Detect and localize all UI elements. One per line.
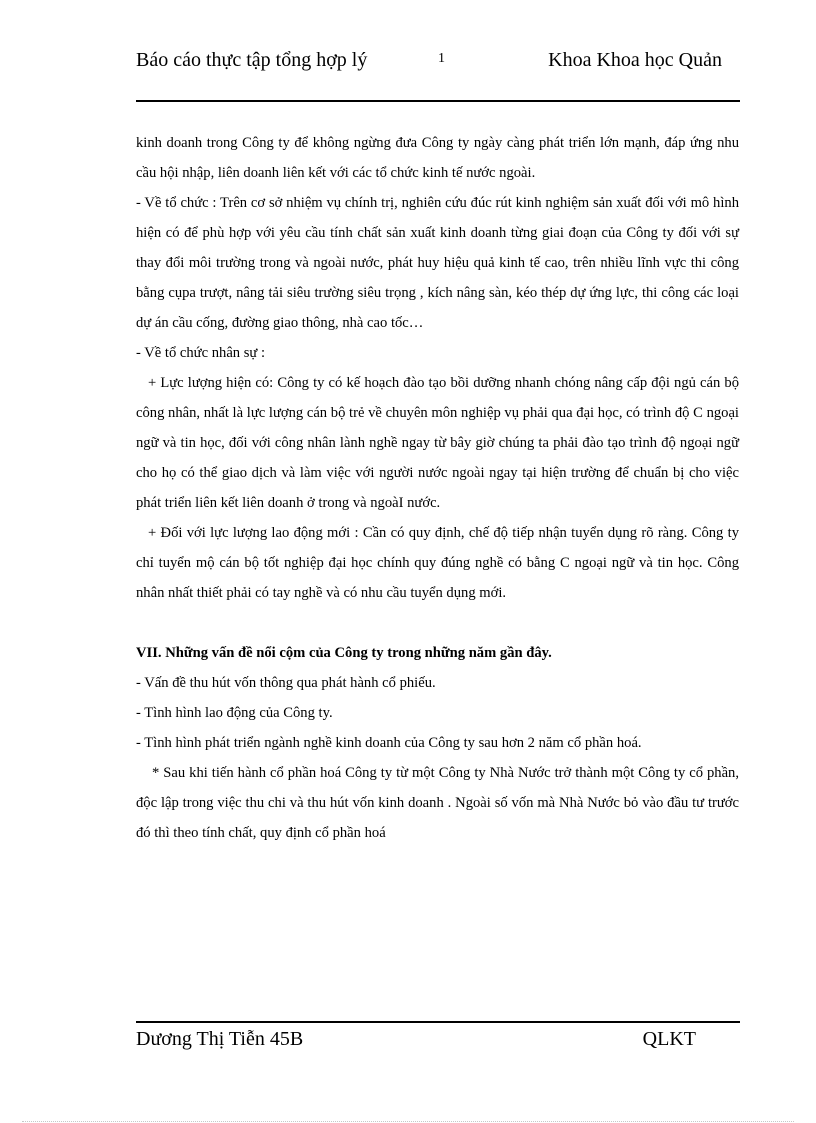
page-boundary-divider (22, 1121, 794, 1122)
header-faculty-name: Khoa Khoa học Quản (548, 49, 722, 71)
body-text (136, 128, 739, 848)
paragraph-organization: - Về tổ chức : Trên cơ sở nhiệm vụ chính trị, nghiên cứu đúc rút kinh nghiệm sản xuất đối với mô hình hiện có để phù hợp với yêu cầu tính chất sản xuất kinh doanh từng giai đoạn của Công ty đối với sự thay đổi môi trường trong và ngoài nước, phát huy hiệu quả kinh tế cao, trên nhiều lĩnh vực thi công bằng cụpa trượt, nâng tải siêu trường siêu trọng , kích nâng sàn, kéo thép dự ứng lực, thi công các loại dự án cầu cống, đường giao thông, nhà cao tốc… (136, 195, 739, 331)
section-heading-vii: VII. Những vấn đề nổi cộm của Công ty trong những năm gần đây. (136, 645, 552, 661)
page-footer (136, 1021, 740, 1083)
page-header (136, 48, 740, 102)
list-item-labor: - Tình hình lao động của Công ty. (136, 705, 333, 721)
paragraph-equitization: * Sau khi tiến hành cổ phần hoá Công ty từ một Công ty Nhà Nước trở thành một Công ty cổ phần, độc lập trong việc thu chi và thu hút vốn kinh doanh . Ngoài số vốn mà Nhà Nước bỏ vào đầu tư trước đó thì theo tính chất, quy định cổ phần hoá (136, 765, 739, 841)
paragraph-current-workforce: + Lực lượng hiện có: Công ty có kế hoạch đào tạo bồi dưỡng nhanh chóng nâng cấp đội ngủ cán bộ công nhân, nhất là lực lượng cán bộ trẻ về chuyên môn nghiệp vụ phải qua đại học, có trình độ C ngoại ngữ và tin học, đối với công nhân lành nghề ngay từ bây giờ chúng ta phải đào tạo trình độ ngoại ngữ cho họ có thể giao dịch và làm việc với người nước ngoài ngay tại hiện trường để chuẩn bị cho việc phát triển liên kết liên doanh ở trong và ngoàI nước. (136, 375, 739, 511)
paragraph-new-workforce: + Đối với lực lượng lao động mới : Cần có quy định, chế độ tiếp nhận tuyển dụng rõ ràng. Công ty chỉ tuyển mộ cán bộ tốt nghiệp đại học chính quy đúng nghề có bằng C ngoại ngữ và tin học. Công nhân nhất thiết phải có tay nghề và có nhu cầu tuyển dụng mới. (136, 525, 739, 601)
paragraph-intro: kinh doanh trong Công ty để không ngừng đưa Công ty ngày càng phát triển lớn mạnh, đáp ứng nhu cầu hội nhập, liên doanh liên kết với các tổ chức kinh tế nước ngoài. (136, 135, 739, 181)
footer-class-code: QLKT (642, 1028, 696, 1050)
header-report-title: Báo cáo thực tập tổng hợp lý (136, 49, 368, 71)
footer-author: Dương Thị Tiễn 45B (136, 1028, 304, 1050)
paragraph-personnel-heading: - Về tổ chức nhân sự : (136, 345, 266, 361)
header-page-number: 1 (438, 51, 445, 66)
list-item-business: - Tình hình phát triển ngành nghề kinh doanh của Công ty sau hơn 2 năm cổ phần hoá. (136, 735, 642, 751)
list-item-capital: - Vấn đề thu hút vốn thông qua phát hành cổ phiếu. (136, 675, 436, 691)
